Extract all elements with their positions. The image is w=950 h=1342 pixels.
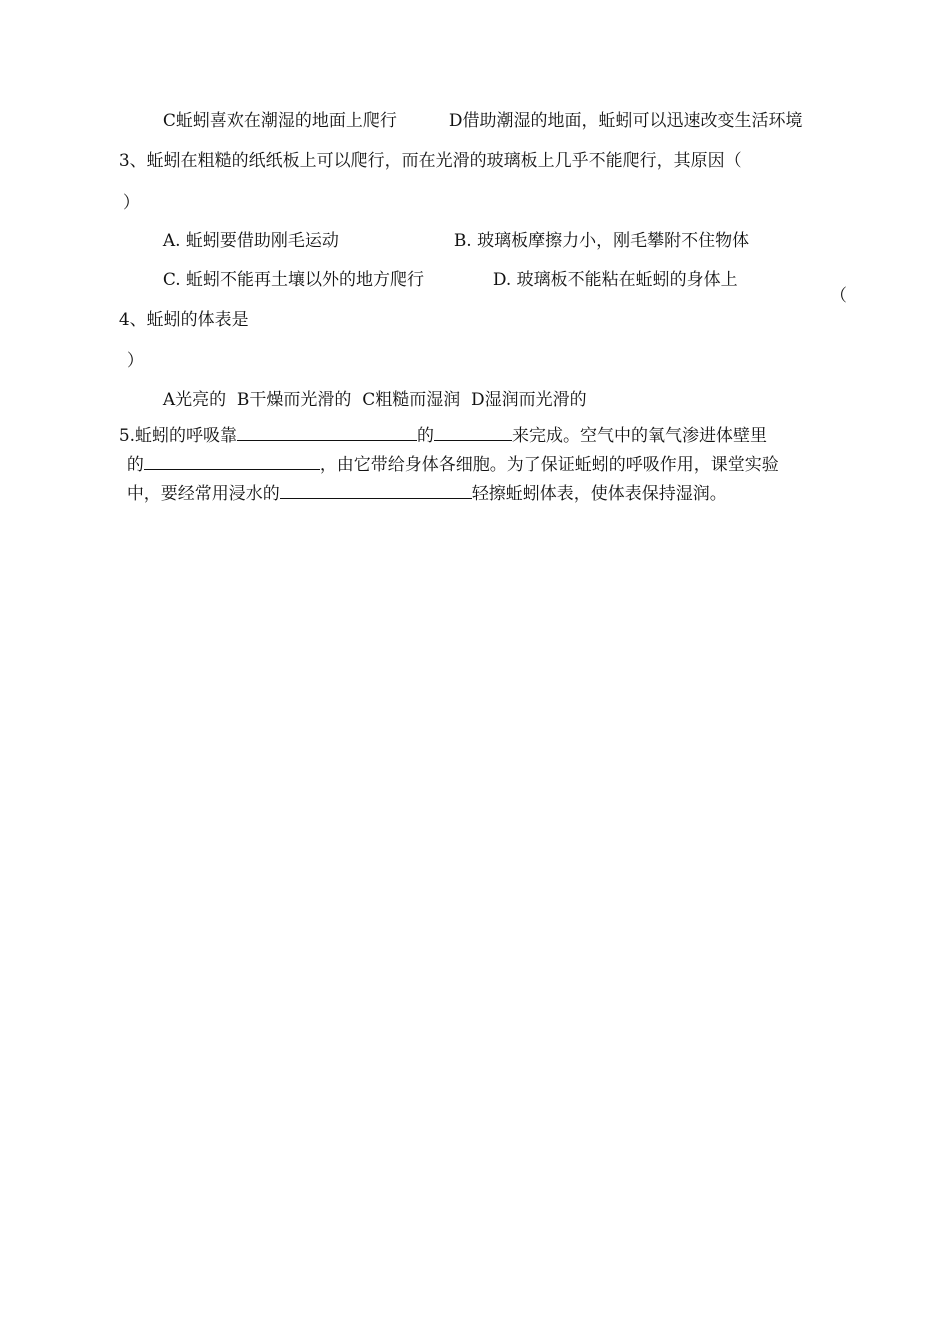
q5-text-7: 轻擦蚯蚓体表，使体表保持湿润。 [471,484,727,504]
q5-text-1: 5.蚯蚓的呼吸靠 [118,426,238,446]
q3-option-d [482,244,738,292]
q5-text-4: 的 [126,455,144,475]
q3-option-a-text: A. 蚯蚓要借助刚毛运动 [162,231,339,251]
q3-close-paren [112,167,140,215]
q3-option-c-text: C. 蚯蚓不能再土壤以外的地方爬行 [162,270,425,290]
q4-option-b: B干燥而光滑的 [236,390,352,410]
q4-option-a: A光亮的 [162,390,227,410]
q4-close-paren-text: ） [126,351,144,371]
q5-line-3 [116,456,727,506]
q4-stem-text: 4、蚯蚓的体表是 [118,310,249,330]
q4-option-d: D湿润而光滑的 [471,390,587,410]
q3-close-paren-text: ） [122,193,140,213]
q4-option-c: C粗糙而湿润 [362,390,461,410]
q2-option-d-text: D借助潮湿的地面，蚯蚓可以迅速改变生活环境 [448,111,803,131]
q4-open-paren-text: （ [830,286,847,306]
q5-blank-4[interactable] [280,480,472,499]
q3-option-d-text: D. 玻璃板不能粘在蚯蚓的身体上 [492,270,738,290]
q5-text-6: 中，要经常用浸水的 [126,484,280,504]
q5-text-5: ，由它带给身体各细胞。为了保证蚯蚓的呼吸作用，课堂实验 [319,455,779,475]
q3-stem [108,125,742,173]
q5-text-3: 来完成。空气中的氧气渗进体壁里 [512,426,768,446]
q4-close-paren [116,325,144,373]
q3-option-b-text: B. 玻璃板摩擦力小，刚毛攀附不住物体 [453,231,750,251]
q3-stem-text: 3、蚯蚓在粗糙的纸纸板上可以爬行，而在光滑的玻璃板上几乎不能爬行，其原因（ [118,151,742,171]
q4-open-paren [830,284,847,308]
q2-option-c-text: C蚯蚓喜欢在潮湿的地面上爬行 [162,111,397,131]
q5-text-2: 的 [417,426,435,446]
